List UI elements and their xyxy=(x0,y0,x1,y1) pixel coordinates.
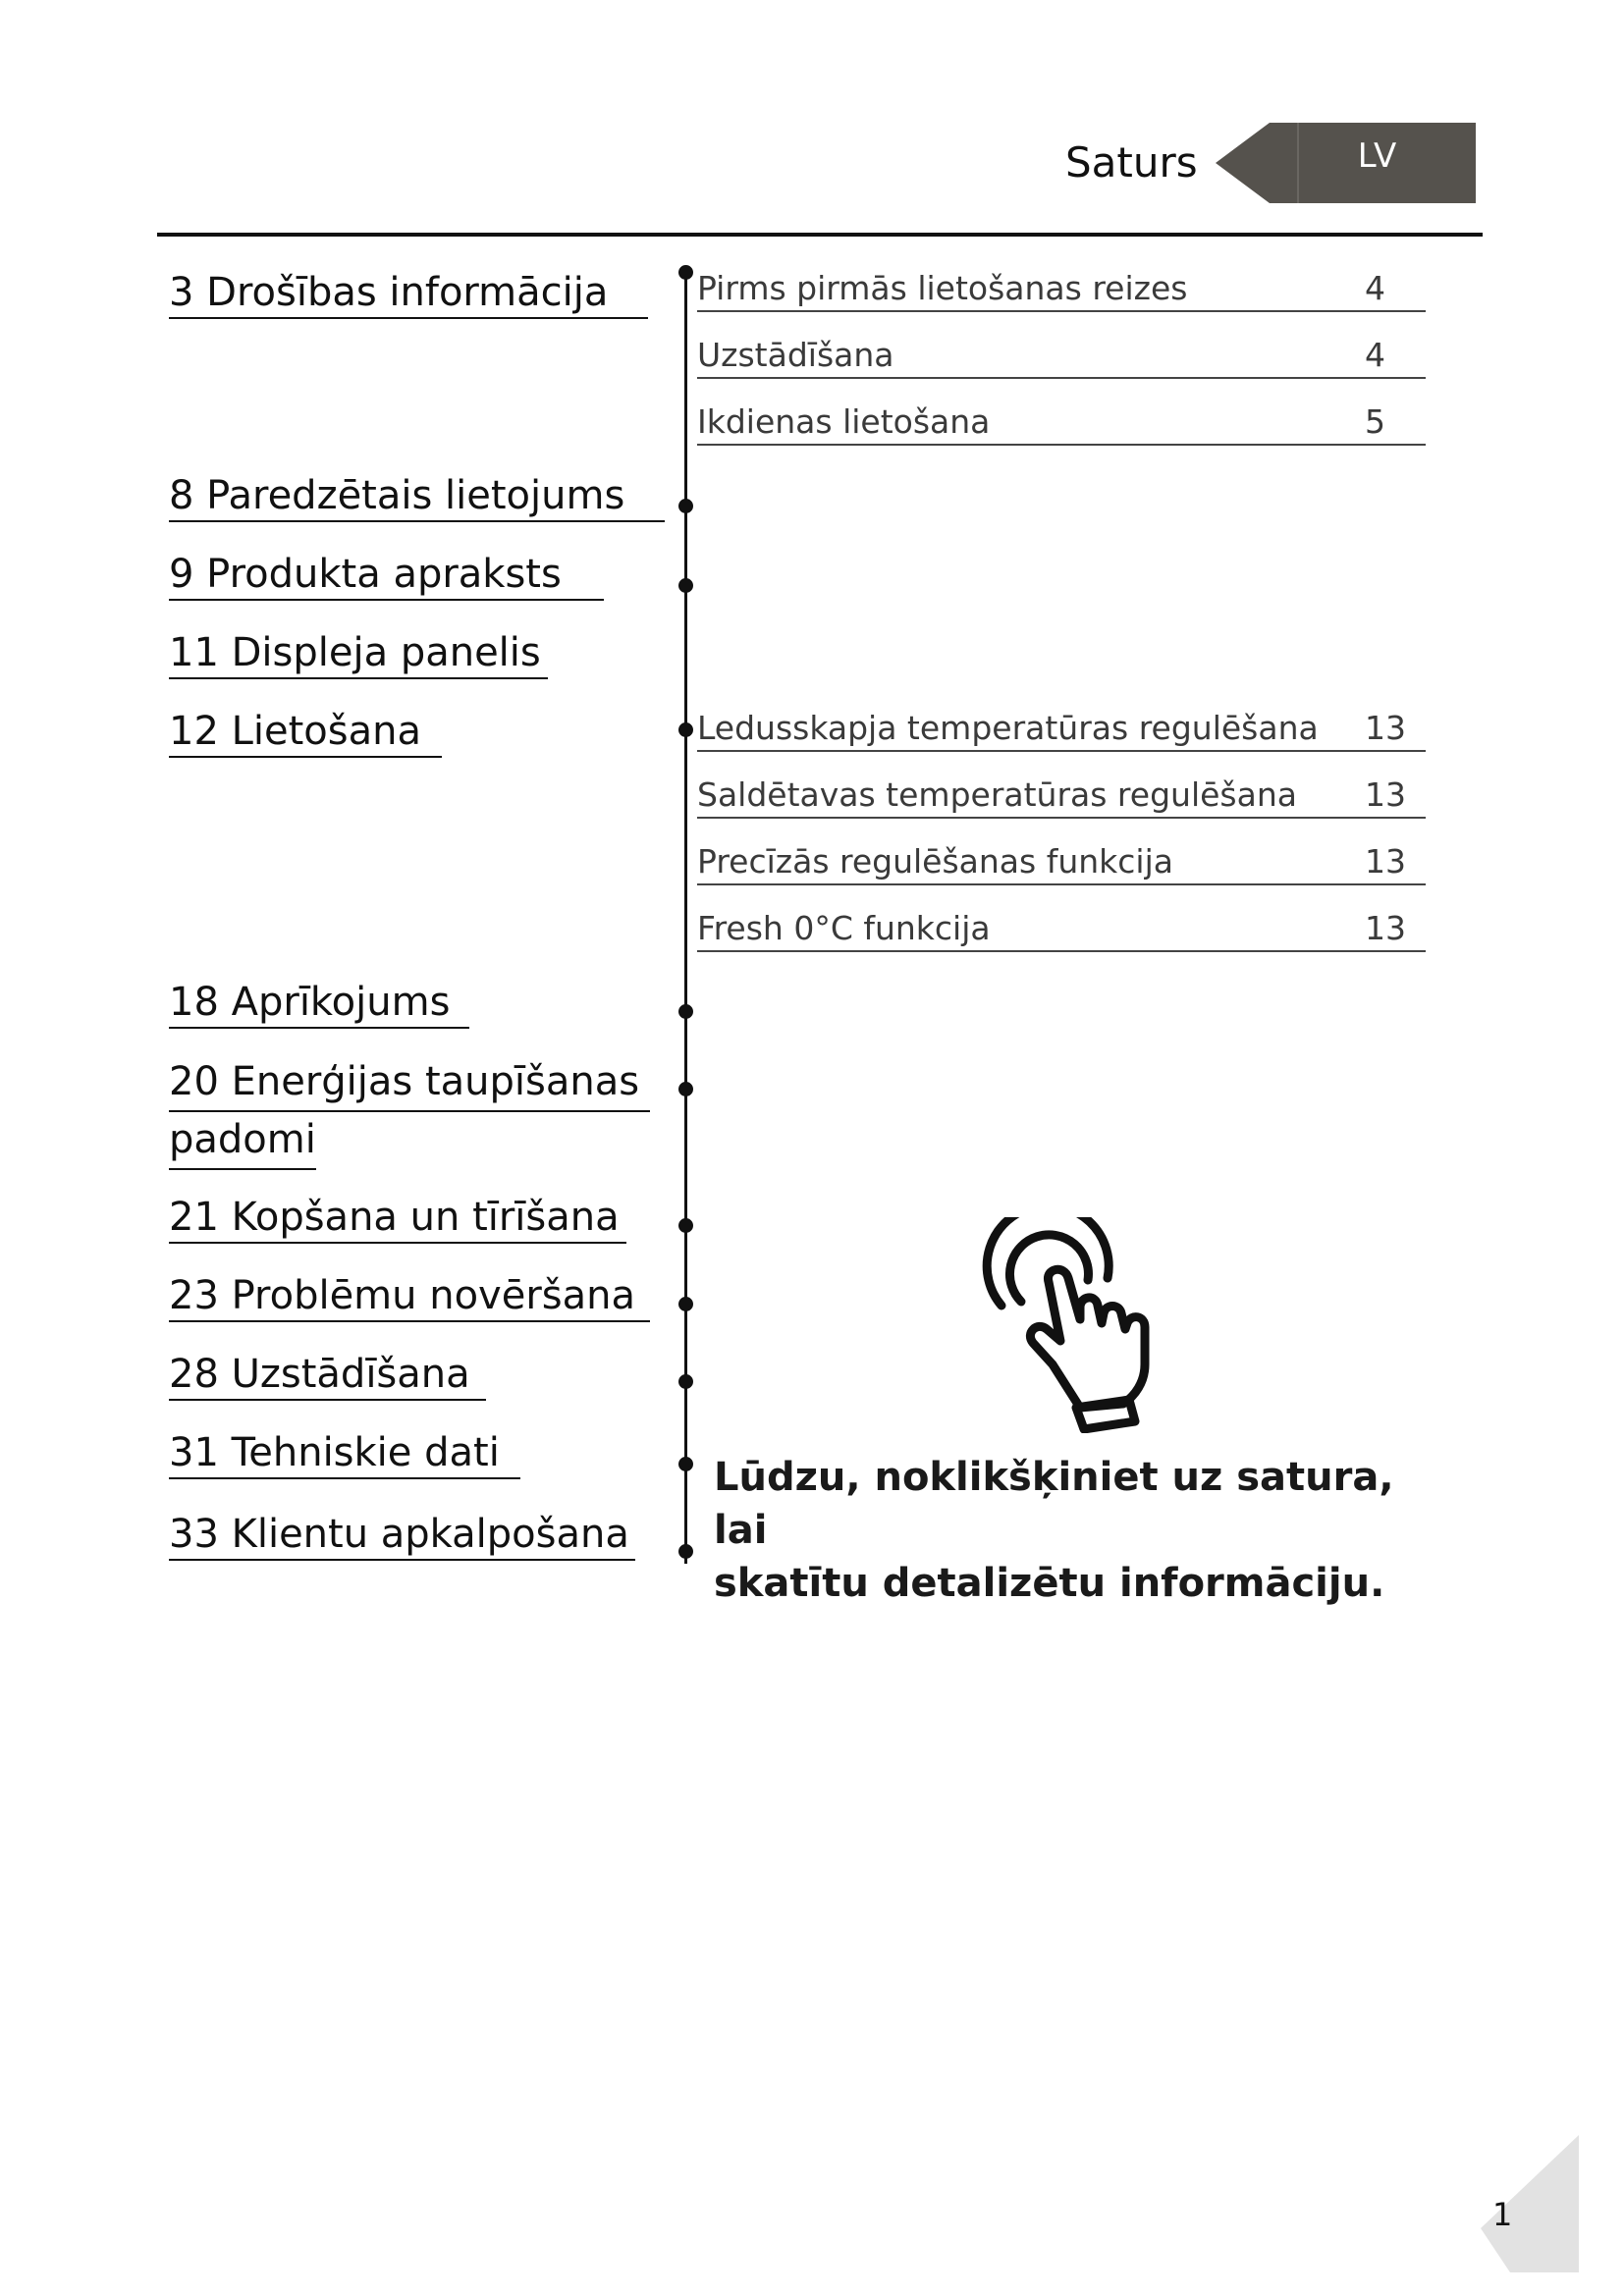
timeline-dot xyxy=(678,1297,693,1311)
toc-subsection-label: Uzstādīšana xyxy=(697,336,894,374)
toc-section-label: 12 Lietošana xyxy=(169,709,421,754)
timeline-dot xyxy=(678,1544,693,1559)
toc-section-label: 3 Drošības informācija xyxy=(169,270,609,315)
timeline-dot xyxy=(678,1218,693,1233)
toc-section-label: 11 Displeja panelis xyxy=(169,630,541,675)
toc-subsection-link[interactable] xyxy=(697,774,1426,819)
toc-section-label: 9 Produkta apraksts xyxy=(169,552,562,597)
toc-timeline xyxy=(684,270,687,1564)
toc-subsection-label: Pirms pirmās lietošanas reizes xyxy=(697,269,1188,307)
toc-instruction xyxy=(714,1451,1401,1610)
page-number: 1 xyxy=(1492,2196,1513,2233)
toc-section-label: 31 Tehniskie dati xyxy=(169,1430,500,1475)
toc-page-number: 4 xyxy=(1365,269,1385,307)
toc-subsection-link[interactable] xyxy=(697,267,1426,312)
toc-subsection-label: Ikdienas lietošana xyxy=(697,402,991,441)
toc-page-number: 13 xyxy=(1365,709,1406,747)
toc-section-label: 23 Problēmu novēršana xyxy=(169,1273,635,1318)
timeline-dot xyxy=(678,1457,693,1471)
toc-page-number: 5 xyxy=(1365,402,1385,441)
toc-section-link[interactable] xyxy=(169,1054,650,1170)
toc-subsection-link[interactable] xyxy=(697,400,1426,446)
toc-section-link[interactable] xyxy=(169,268,648,319)
toc-section-link[interactable] xyxy=(169,978,469,1029)
toc-instruction-line: Lūdzu, noklikšķiniet uz satura, lai xyxy=(714,1455,1394,1553)
toc-section-label: 33 Klientu apkalpošana xyxy=(169,1512,629,1557)
toc-section-label: padomi xyxy=(169,1112,316,1170)
timeline-dot xyxy=(678,1082,693,1096)
toc-instruction-line: skatītu detalizētu informāciju. xyxy=(714,1561,1385,1606)
toc-subsection-label: Saldētavas temperatūras regulēšana xyxy=(697,775,1297,814)
toc-subsection-label: Fresh 0°C funkcija xyxy=(697,909,991,947)
toc-section-link[interactable] xyxy=(169,1428,520,1479)
toc-page-number: 13 xyxy=(1365,909,1406,947)
toc-section-link[interactable] xyxy=(169,1350,486,1401)
toc-section-label: 18 Aprīkojums xyxy=(169,980,451,1025)
toc-subsection-label: Ledusskapja temperatūras regulēšana xyxy=(697,709,1319,747)
toc-section-link[interactable] xyxy=(169,1271,650,1322)
toc-section-label: 21 Kopšana un tīrīšana xyxy=(169,1195,620,1240)
toc-section-link[interactable] xyxy=(169,1510,635,1561)
timeline-dot xyxy=(678,1004,693,1019)
timeline-dot xyxy=(678,578,693,593)
toc-page-number: 13 xyxy=(1365,842,1406,881)
toc-subsection-link[interactable] xyxy=(697,907,1426,952)
page-title: Saturs xyxy=(1065,138,1198,187)
toc-section-link[interactable] xyxy=(169,628,548,679)
timeline-dot xyxy=(678,265,693,280)
toc-subsection-link[interactable] xyxy=(697,707,1426,752)
toc-section-link[interactable] xyxy=(169,1193,626,1244)
toc-section-label: 8 Paredzētais lietojums xyxy=(169,473,625,518)
toc-section-label: 20 Enerģijas taupīšanas xyxy=(169,1054,650,1112)
toc-subsection-label: Precīzās regulēšanas funkcija xyxy=(697,842,1173,881)
toc-page-number: 4 xyxy=(1365,336,1385,374)
language-code: LV xyxy=(1357,136,1398,176)
header-divider xyxy=(157,233,1483,237)
toc-section-link[interactable] xyxy=(169,550,604,601)
pointing-hand-tap-icon xyxy=(982,1217,1198,1433)
timeline-dot xyxy=(678,499,693,513)
toc-subsection-link[interactable] xyxy=(697,840,1426,885)
toc-section-link[interactable] xyxy=(169,471,665,522)
toc-page-number: 13 xyxy=(1365,775,1406,814)
timeline-dot xyxy=(678,722,693,737)
toc-section-label: 28 Uzstādīšana xyxy=(169,1352,470,1397)
toc-subsection-link[interactable] xyxy=(697,334,1426,379)
timeline-dot xyxy=(678,1374,693,1389)
toc-section-link[interactable] xyxy=(169,707,442,758)
